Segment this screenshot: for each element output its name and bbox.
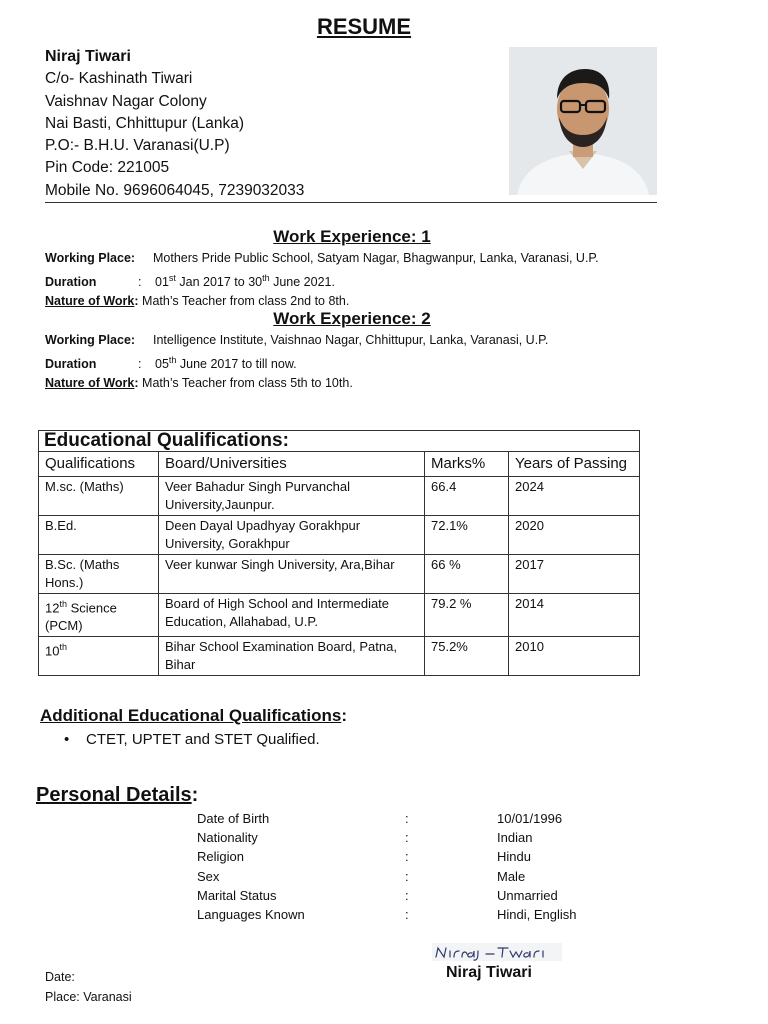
work-experience-1-heading: Work Experience: 1 bbox=[273, 227, 431, 246]
column-header: Years of Passing bbox=[509, 452, 640, 477]
year-cell: 2010 bbox=[509, 637, 640, 676]
place-line: Place: Varanasi bbox=[45, 990, 132, 1004]
address-line: Vaishnav Nagar Colony bbox=[45, 92, 207, 110]
detail-label: Date of Birth bbox=[197, 811, 270, 826]
working-place-label: Working Place bbox=[45, 333, 131, 347]
duration-row: Duration : 01st Jan 2017 to 30th June 2021. bbox=[45, 269, 599, 293]
work-experience-2 bbox=[45, 331, 548, 394]
board-cell: Veer kunwar Singh University, Ara,Bihar bbox=[159, 555, 425, 594]
board-cell: Deen Dayal Upadhyay Gorakhpur University, Gorakhpur bbox=[159, 516, 425, 555]
address-line: P.O:- B.H.U. Varanasi(U.P) bbox=[45, 137, 230, 155]
detail-value: Indian bbox=[497, 830, 533, 846]
table-row bbox=[39, 477, 640, 516]
board-cell: Board of High School and Intermediate Education, Allahabad, U.P. bbox=[159, 594, 425, 637]
resume-title: RESUME bbox=[316, 14, 412, 39]
duration-label: Duration bbox=[45, 274, 97, 289]
table-row bbox=[39, 594, 640, 637]
detail-label: Languages Known bbox=[197, 907, 305, 923]
education-table bbox=[38, 430, 640, 676]
detail-value: Hindi, English bbox=[497, 907, 577, 923]
profile-photo bbox=[509, 47, 657, 195]
additional-qualifications-heading: Additional Educational Qualifications: bbox=[40, 706, 347, 725]
address-line: Nai Basti, Chhittupur (Lanka) bbox=[45, 114, 245, 132]
nature-of-work-row: Nature of Work: Math’s Teacher from class 2nd to 8th. bbox=[45, 294, 350, 309]
detail-value: Male bbox=[497, 868, 526, 884]
working-place-row: Working Place: Intelligence Institute, Vaishnao Nagar, Chhittupur, Lanka, Varanasi, U.P. bbox=[45, 333, 549, 347]
marks-cell: 66 % bbox=[425, 555, 509, 594]
personal-details-list bbox=[197, 809, 577, 924]
work-experience-1 bbox=[45, 249, 599, 312]
qualification-cell: B.Ed. bbox=[39, 516, 159, 555]
year-cell: 2020 bbox=[509, 516, 640, 555]
detail-value: Unmarried bbox=[497, 887, 558, 903]
working-place-label: Working Place bbox=[45, 251, 131, 265]
applicant-name: Niraj Tiwari bbox=[45, 48, 131, 65]
detail-label: Nationality bbox=[197, 830, 258, 846]
personal-details-heading: Personal Details: bbox=[36, 784, 199, 806]
detail-label: Religion bbox=[197, 849, 244, 865]
bullet-icon: • bbox=[64, 731, 70, 748]
nature-of-work-value: Math’s Teacher from class 2nd to 8th. bbox=[142, 294, 350, 309]
working-place-value: Mothers Pride Public School, Satyam Nagar, Bhagwanpur, Lanka, Varanasi, U.P. bbox=[153, 251, 599, 265]
contact-block bbox=[45, 46, 304, 202]
mobile-numbers: Mobile No. 9696064045, 7239032033 bbox=[45, 181, 305, 199]
nature-of-work-value: Math’s Teacher from class 5th to 10th. bbox=[142, 376, 353, 391]
handwritten-signature bbox=[432, 943, 562, 961]
marks-cell: 72.1% bbox=[425, 516, 509, 555]
column-header: Marks% bbox=[425, 452, 509, 477]
education-caption-row bbox=[39, 431, 640, 452]
list-item: Languages Known : Hindi, English bbox=[197, 905, 577, 924]
education-header-row bbox=[39, 452, 640, 477]
nature-of-work-label: Nature of Work bbox=[45, 294, 135, 309]
address-line: C/o- Kashinath Tiwari bbox=[45, 70, 193, 88]
list-item: Date of Birth : 10/01/1996 bbox=[197, 809, 577, 828]
list-item: Religion : Hindu bbox=[197, 847, 577, 866]
table-row bbox=[39, 555, 640, 594]
list-item: Sex : Male bbox=[197, 867, 577, 886]
detail-label: Marital Status bbox=[197, 887, 277, 903]
date-label: Date: bbox=[45, 970, 75, 984]
qualification-cell: B.Sc. (Maths Hons.) bbox=[39, 555, 159, 594]
duration-label: Duration bbox=[45, 356, 97, 371]
qualification-cell: M.sc. (Maths) bbox=[39, 477, 159, 516]
column-header: Board/Universities bbox=[159, 452, 425, 477]
pin-code: Pin Code: 221005 bbox=[45, 159, 170, 177]
detail-value: Hindu bbox=[497, 849, 531, 865]
nature-of-work-label: Nature of Work bbox=[45, 376, 135, 391]
working-place-row: Working Place: Mothers Pride Public School, Satyam Nagar, Bhagwanpur, Lanka, Varanasi, U.P. bbox=[45, 251, 599, 265]
year-cell: 2017 bbox=[509, 555, 640, 594]
working-place-value: Intelligence Institute, Vaishnao Nagar, Chhittupur, Lanka, Varanasi, U.P. bbox=[153, 333, 549, 347]
signature-name: Niraj Tiwari bbox=[446, 964, 532, 981]
signature-icon bbox=[432, 943, 562, 961]
nature-of-work-row: Nature of Work: Math’s Teacher from class 5th to 10th. bbox=[45, 376, 353, 391]
qualification-cell: 10th bbox=[39, 637, 159, 676]
detail-label: Sex bbox=[197, 868, 220, 884]
board-cell: Veer Bahadur Singh Purvanchal University,Jaunpur. bbox=[159, 477, 425, 516]
marks-cell: 75.2% bbox=[425, 637, 509, 676]
column-header: Qualifications bbox=[39, 452, 159, 477]
list-item: Nationality : Indian bbox=[197, 828, 577, 847]
duration-row: Duration : 05th June 2017 to till now. bbox=[45, 351, 548, 375]
header-divider bbox=[45, 202, 657, 203]
work-experience-2-heading: Work Experience: 2 bbox=[273, 309, 431, 328]
person-photo-icon bbox=[509, 47, 657, 195]
year-cell: 2024 bbox=[509, 477, 640, 516]
duration-value: 05th June 2017 to till now. bbox=[155, 354, 297, 371]
education-heading: Educational Qualifications: bbox=[39, 431, 640, 452]
table-row bbox=[39, 516, 640, 555]
qualification-cell: 12th Science (PCM) bbox=[39, 594, 159, 637]
year-cell: 2014 bbox=[509, 594, 640, 637]
marks-cell: 79.2 % bbox=[425, 594, 509, 637]
detail-value: 10/01/1996 bbox=[497, 811, 563, 826]
list-item: • CTET, UPTET and STET Qualified. bbox=[64, 731, 320, 748]
board-cell: Bihar School Examination Board, Patna, Bihar bbox=[159, 637, 425, 676]
footer bbox=[45, 967, 132, 1007]
table-row bbox=[39, 637, 640, 676]
list-item: Marital Status : Unmarried bbox=[197, 886, 577, 905]
marks-cell: 66.4 bbox=[425, 477, 509, 516]
duration-value: 01st Jan 2017 to 30th June 2021. bbox=[155, 272, 335, 289]
